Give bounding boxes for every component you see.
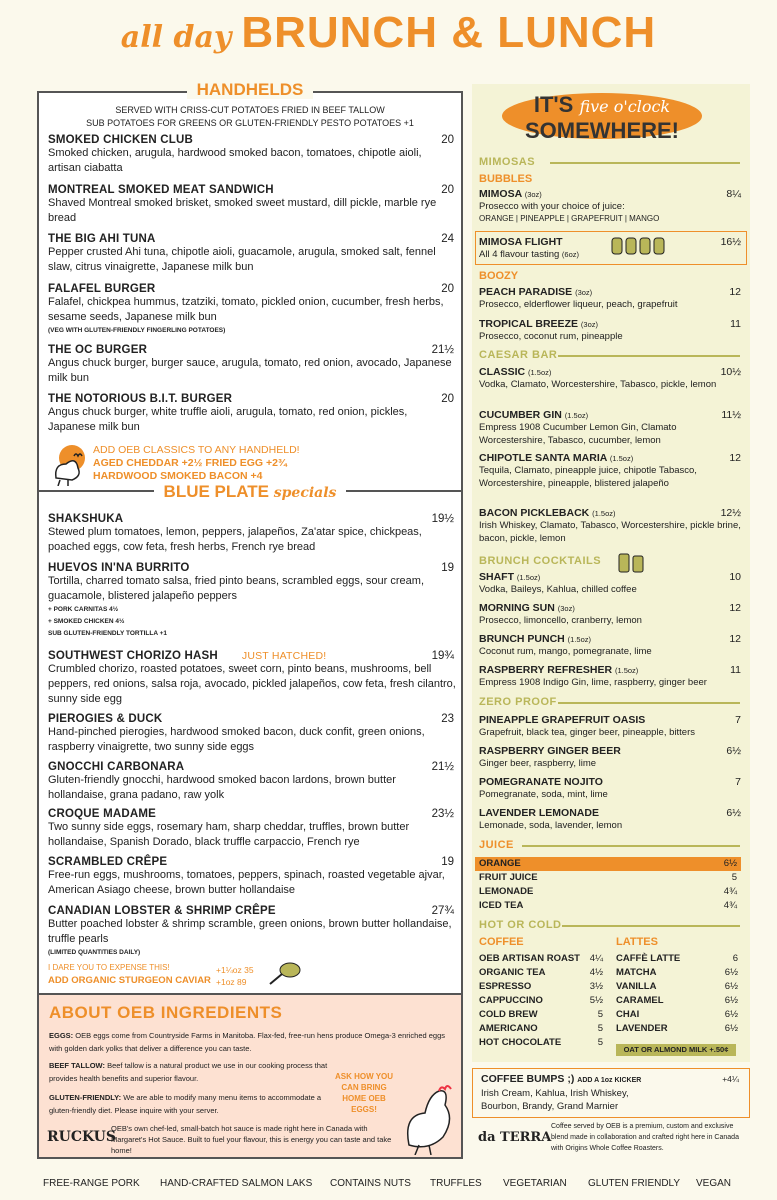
bubbles-heading: BUBBLES [479, 173, 533, 185]
drink-name-text: RASPBERRY GINGER BEER [479, 745, 621, 757]
drink-name: VANILLA [616, 981, 657, 992]
legend-vegetarian: VEGETARIAN [503, 1178, 567, 1189]
drink-desc: Prosecco, limoncello, cranberry, lemon [479, 615, 642, 626]
drink-item [616, 981, 738, 992]
item-price: 20 [441, 184, 454, 196]
drink-name [479, 745, 741, 757]
item-price: 24 [441, 233, 454, 245]
drink-item [479, 602, 741, 627]
drink-name [479, 664, 741, 676]
item-desc: Smoked chicken, arugula, hardwood smoked bacon, tomatoes, chipotle aioli, artisan ciabatta [48, 147, 422, 174]
zero-rule [558, 702, 740, 704]
item-price: 19¾ [431, 650, 454, 662]
cocktails-heading: BRUNCH COCKTAILS [479, 555, 602, 567]
handhelds-note-1: SERVED WITH CRISS-CUT POTATOES FRIED IN BEEF TALLOW [115, 105, 385, 115]
drink-name [479, 807, 741, 819]
drink-desc: Tequila, Clamato, pineapple juice, chipotle Tabasco, Worcestershire, pineapple, blistered jalapeño [479, 465, 697, 489]
drink-price: 4¾ [723, 886, 737, 897]
drink-name [479, 507, 741, 519]
drink-name-text: CLASSIC [479, 366, 526, 378]
drink-size: (1.5oz) [564, 411, 589, 420]
about-tallow: BEEF TALLOW: Beef tallow is a natural product we use in our cooking process that provides health benefits and superior flavour. [49, 1061, 328, 1083]
drink-price: 10 [729, 571, 741, 583]
drink-price: 6½ [726, 807, 741, 819]
drink-price: 12 [729, 452, 741, 464]
mimosa-price: 8¼ [726, 188, 741, 200]
drink-name: ORGANIC TEA [479, 967, 546, 978]
rooster-icon [48, 442, 92, 486]
item-desc: Falafel, chickpea hummus, tzatziki, tomato, pickled onion, cucumber, fresh herbs, sesame seeds, Japanese milk bun [48, 296, 444, 323]
drink-price: 5 [731, 872, 737, 883]
drink-name [479, 602, 741, 614]
handhelds-addon [93, 444, 300, 483]
boozy-heading: BOOZY [479, 270, 519, 282]
drink-item [616, 1009, 738, 1020]
header-script: all day [120, 20, 232, 55]
about-title: ABOUT OEB INGREDIENTS [49, 1003, 283, 1022]
drink-desc: Ginger beer, raspberry, lime [479, 758, 597, 769]
mimosa-flight-item: MIMOSA FLIGHT 16½ All 4 flavour tasting (6oz) [479, 236, 741, 260]
drink-name-text: BACON PICKLEBACK [479, 507, 590, 519]
item-addon: + SMOKED CHICKEN 4½ [48, 618, 125, 625]
menu-item [48, 562, 456, 640]
drink-name: CAPPUCCINO [479, 995, 543, 1006]
banner-line-1: IT'S five o'clock [533, 92, 671, 117]
drink-item [479, 1023, 603, 1034]
drink-price: 6½ [724, 1009, 738, 1020]
drink-price: 7 [735, 714, 741, 726]
drink-price: 6½ [724, 967, 738, 978]
bumps-price: +4¼ [722, 1074, 739, 1084]
drink-name-text: RASPBERRY REFRESHER [479, 664, 613, 676]
drink-desc: Pomegranate, soda, mint, lime [479, 789, 608, 800]
drink-item [479, 571, 741, 596]
menu-item [48, 856, 456, 898]
drink-price: 6½ [723, 858, 737, 869]
drink-price: 6½ [724, 1023, 738, 1034]
item-price: 21½ [431, 761, 454, 773]
hotcold-rule [562, 925, 740, 927]
drink-item [479, 452, 741, 490]
drink-size: (3oz) [580, 320, 598, 329]
item-desc: Pepper crusted Ahi tuna, chipotle aioli, guacamole, arugula, smoked salt, fennel slaw, citrus vinaigrette, Japanese milk bun [48, 246, 436, 273]
drink-item [479, 953, 603, 964]
daterra-logo: da TERRA [478, 1130, 552, 1145]
drink-desc: Grapefruit, black tea, ginger beer, pineapple, bitters [479, 727, 695, 738]
drink-name: MATCHA [616, 967, 657, 978]
drink-price: 11 [730, 318, 741, 330]
drink-item [479, 507, 741, 545]
flight-glasses-icon [610, 234, 670, 256]
drink-name [479, 571, 741, 583]
item-name-text: CROQUE MADAME [48, 808, 157, 820]
item-desc: Angus chuck burger, white truffle aioli, arugula, tomato, red onion, pickles, Japanese milk bun [48, 406, 408, 433]
drink-item [479, 872, 737, 883]
addon-line-3: HARDWOOD SMOKED BACON +4 [93, 470, 263, 482]
item-name-text: SCRAMBLED CRÊPE [48, 856, 168, 868]
item-name [48, 856, 456, 868]
legend-bar [0, 1178, 777, 1196]
item-desc: Shaved Montreal smoked brisket, smoked sweet mustard, dill pickle, marble rye bread [48, 197, 437, 224]
coffee-heading: COFFEE [479, 936, 524, 948]
drink-name [479, 776, 741, 788]
menu-header [0, 8, 777, 68]
caviar-price-1: +1¼oz 35 [216, 965, 254, 975]
drink-price: 7 [735, 776, 741, 788]
drink-name: CHAI [616, 1009, 640, 1020]
drink-price: 6½ [726, 745, 741, 757]
caviar-spoon-icon [268, 958, 302, 986]
drink-price: 12 [729, 286, 741, 298]
item-name [48, 513, 456, 525]
five-oclock-banner [502, 88, 702, 143]
drink-item [479, 664, 741, 689]
bumps-desc: Irish Cream, Kahlua, Irish Whiskey, Bourbon, Brandy, Grand Marnier [481, 1088, 629, 1112]
drink-size: (3oz) [575, 288, 593, 297]
drink-name [479, 366, 741, 378]
item-name: SMOKED CHICKEN CLUB [48, 134, 193, 146]
drink-price: 3½ [589, 981, 603, 992]
drink-name: FRUIT JUICE [479, 872, 538, 883]
caesar-rule [558, 355, 740, 357]
drink-item [479, 633, 741, 658]
header-title: BRUNCH & LUNCH [241, 8, 657, 57]
item-price: 20 [441, 134, 454, 146]
item-price: 23 [441, 713, 454, 725]
item-price: 23½ [431, 808, 454, 820]
drink-price: 5½ [589, 995, 603, 1006]
item-name: FALAFEL BURGER [48, 283, 156, 295]
drink-size: (1.5oz) [528, 368, 552, 377]
menu-item [48, 184, 456, 226]
drink-item [479, 900, 737, 911]
item-name-text: GNOCCHI CARBONARA [48, 761, 185, 773]
item-desc: Free-run eggs, mushrooms, tomatoes, peppers, spinach, roasted vegetable ajvar, American Asiago cheese, brown butter hollandaise [48, 869, 445, 896]
drink-size: (3oz) [557, 604, 575, 613]
drink-price: 6½ [724, 995, 738, 1006]
drink-price: 10½ [720, 366, 741, 378]
drink-name: CARAMEL [616, 995, 664, 1006]
drink-name: ESPRESSO [479, 981, 532, 992]
item-name: THE BIG AHI TUNA [48, 233, 156, 245]
menu-item [48, 134, 456, 176]
drink-price: 12 [729, 602, 741, 614]
drink-price: 6½ [724, 981, 738, 992]
handhelds-notes [37, 104, 463, 130]
item-name-text: SOUTHWEST CHORIZO HASH [48, 650, 218, 662]
drink-price: 5 [597, 1023, 603, 1034]
item-name-text: SHAKSHUKA [48, 513, 124, 525]
drink-item [616, 967, 738, 978]
about-gluten: GLUTEN-FRIENDLY: We are able to modify many menu items to accommodate a gluten-friendly diet. Please inquire with your server. [49, 1093, 322, 1115]
drink-name [479, 452, 741, 464]
drink-name-text: LAVENDER LEMONADE [479, 807, 599, 819]
item-price: 19 [441, 856, 454, 868]
legend-salmon-laks: HAND-CRAFTED SALMON LAKS [160, 1178, 313, 1189]
item-name: MONTREAL SMOKED MEAT SANDWICH [48, 184, 274, 196]
drink-item [479, 286, 741, 311]
mimosa-desc: Prosecco with your choice of juice: [479, 201, 625, 212]
drink-item [479, 745, 741, 770]
item-note: (LIMITED QUANTITIES DAILY) [48, 949, 141, 956]
about-ask: ASK HOW YOU CAN BRING HOME OEB EGGS! [334, 1072, 394, 1114]
item-name-text: CANADIAN LOBSTER & SHRIMP CRÊPE [48, 905, 276, 917]
item-desc: Two sunny side eggs, rosemary ham, sharp cheddar, truffles, brown butter hollandaise, Spanish Dorado, black truffle carpaccio, French rye [48, 821, 410, 848]
drink-item [479, 409, 741, 447]
drink-item [479, 995, 603, 1006]
drink-desc: Prosecco, coconut rum, pineapple [479, 331, 623, 342]
drink-desc: Irish Whiskey, Clamato, Tabasco, Worcestershire, pickle brine, bacon, pickle, lemon [479, 520, 741, 544]
item-desc: Crumbled chorizo, roasted potatoes, sweet corn, pinto beans, mushrooms, bell peppers, red onions, salsa roja, avocado, pickled jalapeños, cow feta, fresh cilantro, sunny side egg [48, 663, 456, 705]
menu-item [48, 513, 456, 555]
caviar-prices [216, 964, 254, 988]
item-price: 21½ [431, 344, 454, 356]
drink-name: LAVENDER [616, 1023, 668, 1034]
mimosa-options: ORANGE | PINEAPPLE | GRAPEFRUIT | MANGO [479, 214, 660, 223]
item-name: THE OC BURGER [48, 344, 148, 356]
drink-price: 12 [729, 633, 741, 645]
drink-size: (1.5oz) [592, 509, 616, 518]
drink-price: 4¾ [723, 900, 737, 911]
legend-contains-nuts: CONTAINS NUTS [330, 1178, 411, 1189]
drink-name [479, 318, 741, 330]
item-name [48, 808, 456, 820]
drink-name: HOT CHOCOLATE [479, 1037, 562, 1048]
item-name-text: HUEVOS IN'NA BURRITO [48, 562, 190, 574]
menu-item [48, 905, 456, 959]
oat-milk-note: OAT OR ALMOND MILK +.50¢ [616, 1044, 736, 1056]
drink-size: (1.5oz) [516, 573, 541, 582]
drink-name [479, 409, 741, 421]
legend-vegan: VEGAN [696, 1178, 732, 1189]
handhelds-title: HANDHELDS [37, 80, 463, 100]
drink-size: (1.5oz) [609, 454, 634, 463]
mimosas-heading: MIMOSAS [479, 156, 536, 168]
item-tag: JUST HATCHED! [241, 650, 327, 662]
drink-item [479, 858, 737, 869]
drink-item [479, 807, 741, 832]
drink-price: 11 [730, 664, 741, 676]
drink-item [479, 1009, 603, 1020]
drink-item [479, 714, 741, 739]
item-price: 19 [441, 562, 454, 574]
drink-item [479, 967, 603, 978]
item-desc: Gluten-friendly gnocchi, hardwood smoked bacon lardons, brown butter hollandaise, grana padano, raw yolk [48, 774, 396, 801]
drink-name [479, 633, 741, 645]
blueplate-title: BLUE PLATE specials [37, 482, 463, 502]
drink-price: 6 [732, 953, 738, 964]
menu-item [48, 713, 456, 755]
menu-item [48, 233, 456, 275]
drink-name-text: POMEGRANATE NOJITO [479, 776, 603, 788]
drink-price: 4½ [589, 967, 603, 978]
drink-name-text: CHIPOTLE SANTA MARIA [479, 452, 607, 464]
legend-truffles: TRUFFLES [430, 1178, 482, 1189]
drink-name-text: CUCUMBER GIN [479, 409, 562, 421]
item-price: 27¾ [431, 905, 454, 917]
item-name [48, 713, 456, 725]
drink-item [479, 776, 741, 801]
menu-item [48, 761, 456, 803]
bumps-title: COFFEE BUMPS ;) ADD A 1oz KICKER [481, 1073, 642, 1085]
daterra-text: Coffee served by OEB is a premium, custom and exclusive blend made in collaboration and crafted right here in Canada with Origins Whole Coffee Roasters. [551, 1123, 739, 1152]
item-name [48, 650, 456, 662]
legend-gluten-friendly: GLUTEN FRIENDLY [588, 1178, 681, 1189]
drink-name-text: SHAFT [479, 571, 514, 583]
drink-price: 4¼ [589, 953, 603, 964]
menu-item [48, 283, 456, 337]
addon-line-1: ADD OEB CLASSICS TO ANY HANDHELD! [93, 444, 300, 456]
handhelds-note-2: SUB POTATOES FOR GREENS OR GLUTEN-FRIENDLY PESTO POTATOES +1 [86, 118, 414, 128]
drink-item [479, 366, 741, 391]
drink-item [616, 953, 738, 964]
about-eggs: EGGS: OEB eggs come from Countryside Farms in Manitoba. Flax-fed, free-run hens produce Omega-3 enriched eggs with golden dark yolks that deliver a difference you can taste. [49, 1031, 446, 1053]
drink-size: (1.5oz) [567, 635, 592, 644]
drink-desc: Vodka, Baileys, Kahlua, chilled coffee [479, 584, 637, 595]
drink-price: 5 [597, 1009, 603, 1020]
drinks-panel [472, 84, 750, 1062]
drink-name: AMERICANO [479, 1023, 538, 1034]
menu-item [48, 393, 456, 435]
juice-rule [522, 845, 740, 847]
flight-price: 16½ [720, 236, 741, 248]
drink-desc: Lemonade, soda, lavender, lemon [479, 820, 623, 831]
zero-heading: ZERO PROOF [479, 696, 557, 708]
item-name: THE NOTORIOUS B.I.T. BURGER [48, 393, 233, 405]
drink-desc: Prosecco, elderflower liqueur, peach, grapefruit [479, 299, 678, 310]
drink-name: ICED TEA [479, 900, 524, 911]
mimosa-item: MIMOSA (3oz) 8¼ Prosecco with your choice of juice: ORANGE | PINEAPPLE | GRAPEFRUIT | MANGO [479, 188, 741, 223]
lattes-heading: LATTES [616, 936, 658, 948]
drink-item [479, 886, 737, 897]
drink-name: LEMONADE [479, 886, 534, 897]
drink-name-text: BRUNCH PUNCH [479, 633, 565, 645]
drink-item [479, 1037, 603, 1048]
drink-item [616, 1023, 738, 1034]
item-desc: Angus chuck burger, burger sauce, arugula, tomato, red onion, avocado, Japanese milk bun [48, 357, 452, 384]
drink-name: CAFFÈ LATTE [616, 953, 681, 964]
item-name [48, 562, 456, 574]
caviar-price-2: +1oz 89 [216, 977, 247, 987]
drink-item [479, 318, 741, 343]
item-price: 19½ [431, 513, 454, 525]
item-price: 20 [441, 283, 454, 295]
drink-desc: Empress 1908 Cucumber Lemon Gin, Clamato Worcestershire, Tabasco, cucumber, lemon [479, 422, 677, 446]
item-name [48, 761, 456, 773]
item-addon: + PORK CARNITAS 4½ [48, 606, 119, 613]
item-desc: Stewed plum tomatoes, lemon, peppers, jalapeños, Za'atar spice, chickpeas, poached eggs, cow feta, fresh herbs, French rye bread [48, 526, 422, 553]
drink-size: (1.5oz) [614, 666, 639, 675]
hotcold-heading: HOT OR COLD [479, 919, 562, 931]
menu-item [48, 808, 456, 850]
ruckus-text: OEB's own chef-led, small-batch hot sauce is made right here in Canada with Margaret's Hot Sauce. Built to fuel your flavour, this is energy you can taste and take home! [111, 1124, 392, 1155]
drink-price: 11½ [721, 409, 741, 421]
menu-item [48, 650, 456, 707]
juice-heading: JUICE [479, 839, 514, 851]
item-note: (VEG WITH GLUTEN-FRIENDLY FINGERLING POTATOES) [48, 327, 226, 334]
item-name-text: PIEROGIES & DUCK [48, 713, 163, 725]
drink-name-text: TROPICAL BREEZE [479, 318, 578, 330]
legend-free-range-pork: FREE-RANGE PORK [43, 1178, 140, 1189]
drink-name: COLD BREW [479, 1009, 538, 1020]
addon-line-2: AGED CHEDDAR +2½ FRIED EGG +2¾ [93, 457, 287, 469]
drink-desc: Coconut rum, mango, pomegranate, lime [479, 646, 652, 657]
caesar-heading: CAESAR BAR [479, 349, 558, 361]
drink-price: 5 [597, 1037, 603, 1048]
drink-name: ORANGE [479, 858, 521, 869]
item-desc: Tortilla, charred tomato salsa, fried pinto beans, scrambled eggs, sour cream, guacamole, blistered jalapeño peppers [48, 575, 425, 602]
drink-name-text: PEACH PARADISE [479, 286, 573, 298]
drink-item [616, 995, 738, 1006]
menu-item [48, 344, 456, 386]
item-desc: Hand-pinched pierogies, hardwood smoked bacon, duck confit, green onions, raspberry vinaigrette, two sunny side eggs [48, 726, 425, 753]
drink-name: OEB ARTISAN ROAST [479, 953, 580, 964]
item-price: 20 [441, 393, 454, 405]
caviar-add: ADD ORGANIC STURGEON CAVIAR [48, 975, 211, 986]
mimosas-rule [550, 162, 740, 164]
about-section [37, 995, 463, 1159]
ruckus-logo: RUCKUS [47, 1129, 116, 1145]
drink-desc: Vodka, Clamato, Worcestershire, Tabasco, pickle, lemon [479, 379, 717, 390]
item-addon: SUB GLUTEN-FRIENDLY TORTILLA +1 [48, 630, 167, 637]
drink-price: 12½ [720, 507, 741, 519]
drink-name [479, 286, 741, 298]
banner-line-2: SOMEWHERE! [525, 118, 679, 143]
caviar-dare: I DARE YOU TO EXPENSE THIS! [48, 963, 170, 972]
drink-desc: Empress 1908 Indigo Gin, lime, raspberry, ginger beer [479, 677, 707, 688]
item-name [48, 905, 456, 917]
drink-name [479, 714, 741, 726]
rooster-icon [399, 1075, 459, 1155]
item-desc: Butter poached lobster & shrimp scramble, green onions, brown butter hollandaise, truffle pearls [48, 918, 452, 945]
drink-item [479, 981, 603, 992]
drink-name-text: PINEAPPLE GRAPEFRUIT OASIS [479, 714, 646, 726]
drink-name-text: MORNING SUN [479, 602, 555, 614]
coffee-bumps-box [472, 1068, 750, 1118]
